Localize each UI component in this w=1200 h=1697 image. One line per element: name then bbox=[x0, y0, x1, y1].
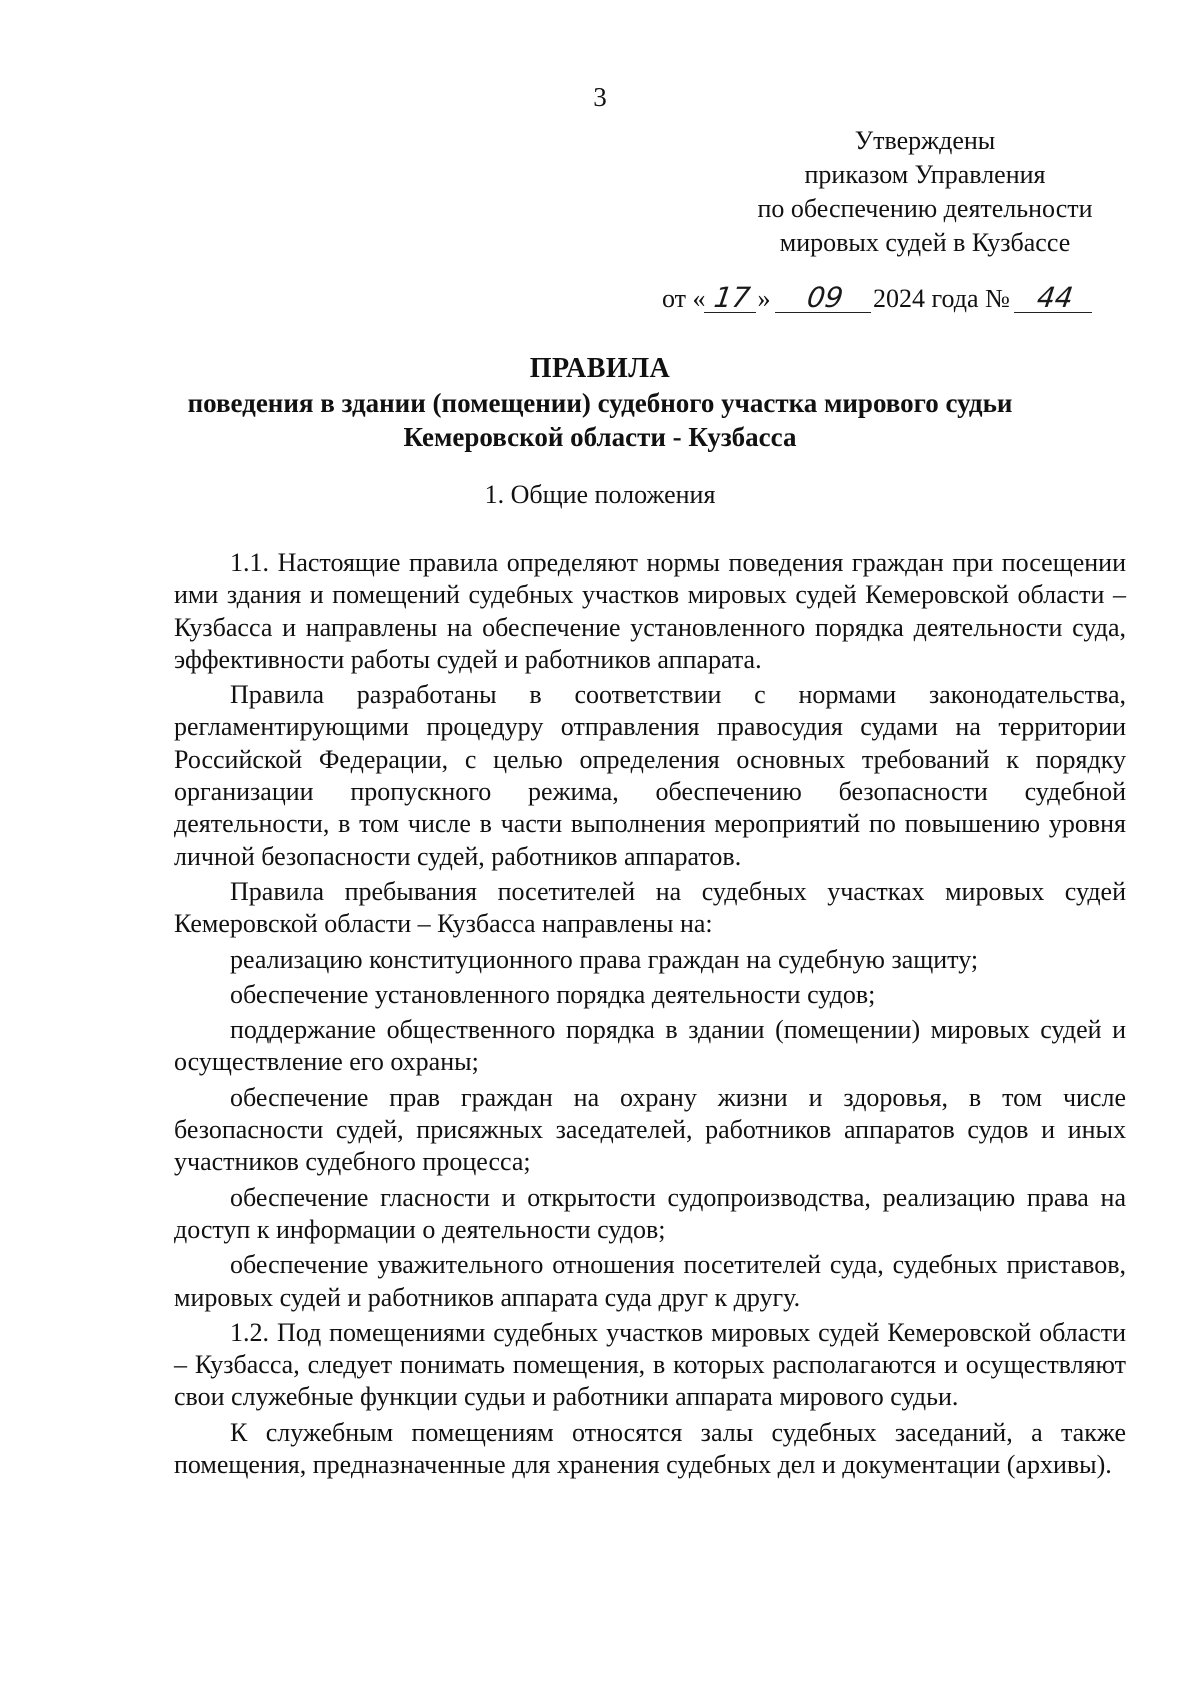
paragraph: 1.2. Под помещениями судебных участков мировых судей Кемеровской области – Кузбасса, следует понимать помещения, в которых располагаются и осуществляют свои служебные функции судьи и работники аппарата мирового судьи. bbox=[174, 1317, 1126, 1412]
page-number: 3 bbox=[593, 82, 607, 112]
date-mid: » bbox=[757, 284, 771, 313]
paragraph: обеспечение прав граждан на охрану жизни и здоровья, в том числе безопасности судей, присяжных заседателей, работников аппаратов судов и иных участников судебного процесса; bbox=[174, 1082, 1126, 1177]
approval-line: мировых судей в Кузбассе bbox=[779, 228, 1071, 257]
approval-line: по обеспечению деятельности bbox=[757, 194, 1093, 223]
title-line: поведения в здании (помещении) судебного участка мирового судьи bbox=[187, 388, 1013, 418]
title-line: Кемеровской области - Кузбасса bbox=[403, 422, 797, 452]
approval-block bbox=[740, 124, 1110, 260]
paragraph: Правила разработаны в соответствии с нормами законодательства, регламентирующими процедуру отправления правосудия судами на территории Российской Федерации, с целью определения основных требований к порядку организации пропускного режима, обеспечению безопасности судебной деятельности, в том числе в части выполнения мероприятий по повышению уровня личной безопасности судей, работников аппаратов. bbox=[174, 680, 1126, 871]
section-heading: 1. Общие положения bbox=[484, 480, 716, 509]
handwritten-day: 17 bbox=[703, 284, 759, 313]
title-main: ПРАВИЛА bbox=[529, 353, 671, 384]
paragraph: поддержание общественного порядка в здании (помещении) мировых судей и осуществление его охраны; bbox=[174, 1015, 1126, 1077]
handwritten-month: 09 bbox=[775, 284, 875, 313]
paragraph: обеспечение установленного порядка деятельности судов; bbox=[230, 979, 876, 1009]
approval-date-line bbox=[662, 282, 1094, 316]
approval-line: Утверждены bbox=[854, 126, 996, 155]
document-title bbox=[0, 352, 1200, 454]
paragraph: 1.1. Настоящие правила определяют нормы поведения граждан при посещении ими здания и помещений судебных участков мировых судей Кемеровской области – Кузбасса и направлены на обеспечение установленного порядка деятельности суда, эффективности работы судей и работников аппарата. bbox=[174, 548, 1126, 674]
date-prefix: от « bbox=[662, 284, 706, 313]
handwritten-order-number: 44 bbox=[1014, 284, 1096, 313]
paragraph: обеспечение уважительного отношения посетителей суда, судебных приставов, мировых судей и работников аппарата суда друг к другу. bbox=[174, 1250, 1126, 1312]
approval-line: приказом Управления bbox=[804, 160, 1046, 189]
paragraph: К служебным помещениям относятся залы судебных заседаний, а также помещения, предназначенные для хранения судебных дел и документации (архивы). bbox=[174, 1417, 1126, 1480]
paragraph: обеспечение гласности и открытости судопроизводства, реализацию права на доступ к информации о деятельности судов; bbox=[174, 1182, 1126, 1244]
paragraph: Правила пребывания посетителей на судебных участках мировых судей Кемеровской области – Кузбасса направлены на: bbox=[174, 876, 1126, 939]
paragraph: реализацию конституционного права граждан на судебную защиту; bbox=[230, 944, 979, 974]
body-text bbox=[174, 547, 1126, 1484]
date-year-text: 2024 года № bbox=[873, 284, 1010, 313]
